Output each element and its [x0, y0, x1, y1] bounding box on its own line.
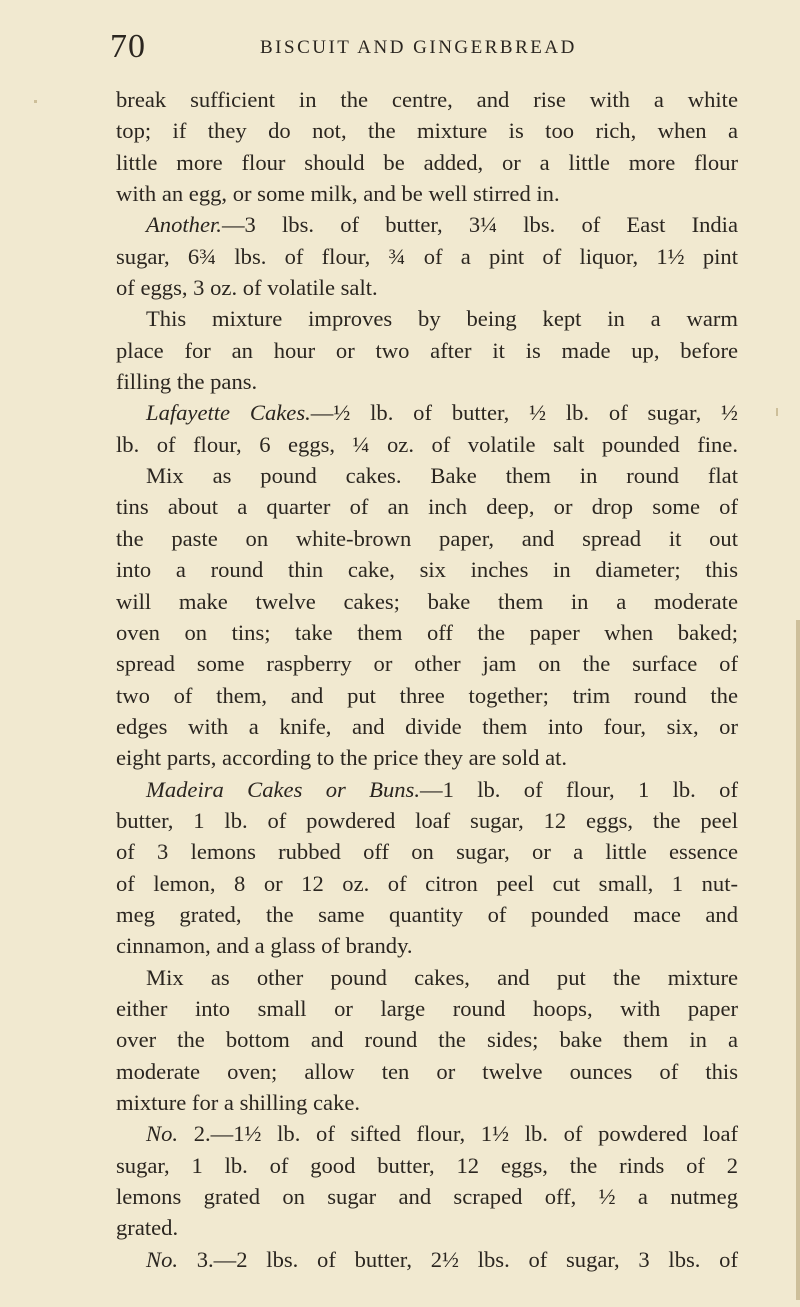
- text-line: [116, 209, 738, 240]
- text-segment: either into small or large round hoops, with paper: [116, 995, 738, 1021]
- text-segment: top; if they do not, the mixture is too rich, when a: [116, 118, 738, 144]
- text-segment: Mix as pound cakes. Bake them in round flat: [146, 463, 738, 489]
- text-segment: spread some raspberry or other jam on the surface of: [116, 651, 738, 677]
- text-segment: grated.: [116, 1215, 179, 1241]
- text-segment: cinnamon, and a glass of brandy.: [116, 933, 413, 959]
- text-line: [116, 1118, 738, 1149]
- page-header: [110, 28, 750, 68]
- text-segment: two of them, and put three together; trim round the: [116, 682, 738, 708]
- text-segment: break sufficient in the centre, and rise with a white: [116, 87, 738, 112]
- text-segment: 2.—1½ lb. of sifted flour, 1½ lb. of powdered loaf: [178, 1121, 738, 1147]
- text-line: [116, 366, 738, 397]
- text-line: [116, 774, 738, 805]
- running-head: BISCUIT AND GINGERBREAD: [260, 37, 577, 58]
- text-line: [116, 429, 738, 460]
- text-segment: mixture for a shilling cake.: [116, 1090, 361, 1115]
- page-number: 70: [110, 28, 146, 65]
- text-segment: little more flour should be added, or a little more flour: [116, 149, 738, 175]
- text-segment: oven on tins; take them off the paper when baked;: [116, 619, 738, 645]
- page-edge-mark: [34, 100, 37, 103]
- text-line: [116, 1212, 738, 1243]
- text-line: [116, 586, 738, 617]
- text-line: [116, 491, 738, 522]
- text-segment: —3 lbs. of butter, 3¼ lbs. of East India: [221, 212, 738, 238]
- recipe-title: Lafayette Cakes.: [146, 400, 311, 426]
- text-segment: sugar, 1 lb. of good butter, 12 eggs, the rinds of 2: [116, 1152, 738, 1178]
- text-line: [116, 178, 738, 209]
- text-line: [116, 272, 738, 303]
- text-segment: of 3 lemons rubbed off on sugar, or a little essence: [116, 839, 738, 865]
- text-line: [116, 523, 738, 554]
- text-segment: lemons grated on sugar and scraped off, ½ a nutmeg: [116, 1184, 738, 1210]
- text-line: [116, 241, 738, 272]
- text-segment: lb. of flour, 6 eggs, ¼ oz. of volatile salt pounded fine.: [116, 431, 738, 457]
- recipe-title: No.: [146, 1121, 179, 1147]
- text-segment: sugar, 6¾ lbs. of flour, ¾ of a pint of liquor, 1½ pint: [116, 243, 738, 269]
- text-line: [116, 617, 738, 648]
- text-segment: over the bottom and round the sides; bake them in a: [116, 1027, 738, 1053]
- text-line: [116, 1056, 738, 1087]
- text-segment: butter, 1 lb. of powdered loaf sugar, 12 eggs, the peel: [116, 807, 738, 833]
- text-segment: —1 lb. of flour, 1 lb. of: [419, 776, 738, 802]
- text-line: [116, 1181, 738, 1212]
- text-line: [116, 115, 738, 146]
- text-line: [116, 680, 738, 711]
- text-line: [116, 711, 738, 742]
- text-segment: This mixture improves by being kept in a warm: [146, 306, 738, 332]
- text-segment: filling the pans.: [116, 369, 258, 395]
- text-line: [116, 84, 738, 115]
- text-segment: of lemon, 8 or 12 oz. of citron peel cut small, 1 nut-: [116, 870, 738, 896]
- body-text: [116, 84, 738, 1275]
- text-line: [116, 335, 738, 366]
- text-segment: of eggs, 3 oz. of volatile salt.: [116, 275, 378, 301]
- text-segment: will make twelve cakes; bake them in a moderate: [116, 588, 738, 614]
- text-segment: into a round thin cake, six inches in diameter; this: [116, 557, 738, 583]
- text-segment: edges with a knife, and divide them into four, six, or: [116, 713, 738, 739]
- text-line: [116, 962, 738, 993]
- text-line: [116, 460, 738, 491]
- text-line: [116, 1087, 738, 1118]
- text-line: [116, 836, 738, 867]
- text-line: [116, 147, 738, 178]
- text-segment: Mix as other pound cakes, and put the mixture: [146, 964, 738, 990]
- recipe-title: No.: [146, 1246, 179, 1272]
- text-line: [116, 899, 738, 930]
- text-segment: meg grated, the same quantity of pounded mace and: [116, 901, 738, 927]
- text-segment: eight parts, according to the price they are sold at.: [116, 745, 568, 771]
- text-line: [116, 303, 738, 334]
- text-segment: the paste on white-brown paper, and spread it out: [116, 525, 738, 551]
- text-line: [116, 868, 738, 899]
- text-line: [116, 1024, 738, 1055]
- text-line: [116, 1150, 738, 1181]
- page-edge-shadow: [796, 620, 800, 1300]
- text-line: [116, 930, 738, 961]
- text-line: [116, 397, 738, 428]
- page-edge-mark: [776, 408, 778, 416]
- recipe-title: Madeira Cakes or Buns.: [146, 776, 420, 802]
- text-line: [116, 805, 738, 836]
- text-segment: —½ lb. of butter, ½ lb. of sugar, ½: [310, 400, 738, 426]
- text-line: [116, 554, 738, 585]
- text-segment: moderate oven; allow ten or twelve ounces of this: [116, 1058, 738, 1084]
- text-segment: place for an hour or two after it is made up, before: [116, 337, 738, 363]
- text-line: [116, 648, 738, 679]
- text-line: [116, 742, 738, 773]
- recipe-title: Another.: [146, 212, 222, 238]
- text-segment: tins about a quarter of an inch deep, or drop some of: [116, 494, 738, 520]
- text-segment: with an egg, or some milk, and be well stirred in.: [116, 181, 560, 207]
- text-line: [116, 993, 738, 1024]
- text-line: [116, 1244, 738, 1275]
- text-segment: 3.—2 lbs. of butter, 2½ lbs. of sugar, 3 lbs. of: [178, 1246, 738, 1272]
